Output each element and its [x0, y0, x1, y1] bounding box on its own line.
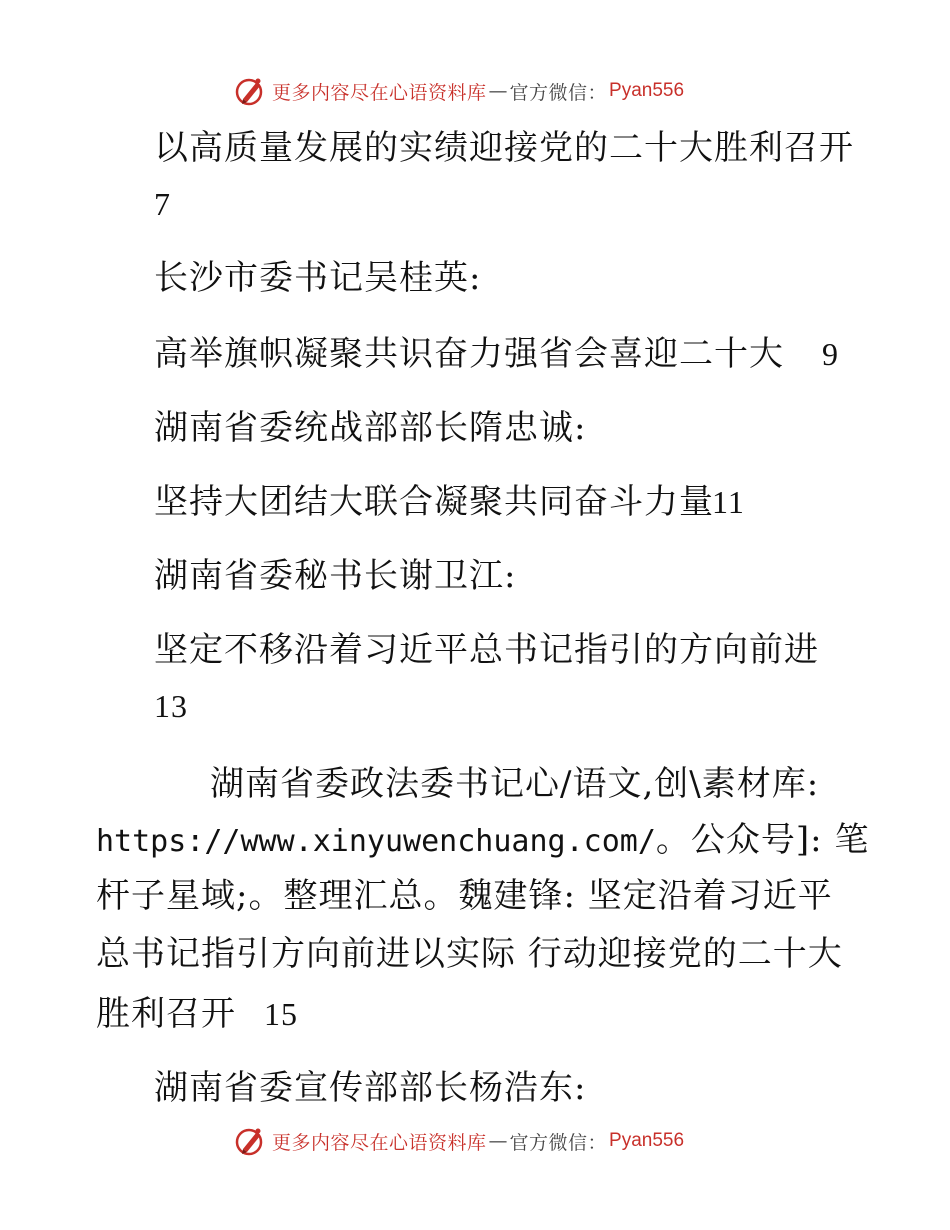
footer-promo-text: 更多内容尽在心语资料库 — [272, 1131, 487, 1154]
header-banner — [234, 74, 684, 108]
toc-entry2-page: 9 — [822, 336, 839, 372]
paragraph5-line5-text: 胜利召开 — [96, 994, 236, 1034]
header-official-label: 官方微信： — [509, 81, 608, 104]
toc-author4: 湖南省委秘书长谢卫江: — [154, 556, 517, 596]
toc-entry4-title: 坚定不移沿着习近平总书记指引的方向前进 — [154, 630, 819, 670]
paragraph5-line5 — [96, 994, 298, 1034]
paragraph5-page: 15 — [264, 996, 298, 1032]
toc-entry3-page: 11 — [712, 484, 745, 520]
paragraph5-url: https://www.xinyuwenchuang.com/ — [96, 824, 656, 859]
header-wechat-id: Pyan556 — [609, 80, 685, 101]
toc-author6: 湖南省委宣传部部长杨浩东: — [154, 1068, 587, 1108]
pen-logo-icon — [234, 1125, 266, 1157]
paragraph5-line2-rest: 。公众号]: 笔 — [655, 820, 870, 860]
pen-logo-icon — [234, 75, 266, 107]
header-dash: — — [488, 80, 508, 102]
footer-official-label: 官方微信： — [509, 1131, 608, 1154]
paragraph5-line4: 总书记指引方向前进以实际 行动迎接党的二十大 — [96, 934, 843, 974]
footer-banner — [234, 1124, 684, 1158]
footer-dash: — — [488, 1130, 508, 1152]
header-promo-text: 更多内容尽在心语资料库 — [272, 81, 487, 104]
toc-author3: 湖南省委统战部部长隋忠诚: — [154, 408, 587, 448]
toc-entry2-title: 高举旗帜凝聚共识奋力强省会喜迎二十大 — [154, 334, 784, 374]
paragraph5-line3: 杆子星域;。整理汇总。魏建锋: 坚定沿着习近平 — [96, 876, 833, 916]
toc-author2: 长沙市委书记吴桂英: — [154, 258, 482, 298]
footer-wechat-id: Pyan556 — [609, 1130, 685, 1151]
toc-entry3-title: 坚持大团结大联合凝聚共同奋斗力量 — [154, 482, 714, 522]
toc-entry4-page: 13 — [154, 688, 188, 724]
toc-entry1-title: 以高质量发展的实绩迎接党的二十大胜利召开 — [154, 128, 854, 168]
paragraph5-line2 — [96, 820, 869, 862]
toc-entry1-page: 7 — [154, 186, 171, 222]
paragraph5-line1: 湖南省委政法委书记心/语文,创\素材库: — [210, 764, 820, 804]
